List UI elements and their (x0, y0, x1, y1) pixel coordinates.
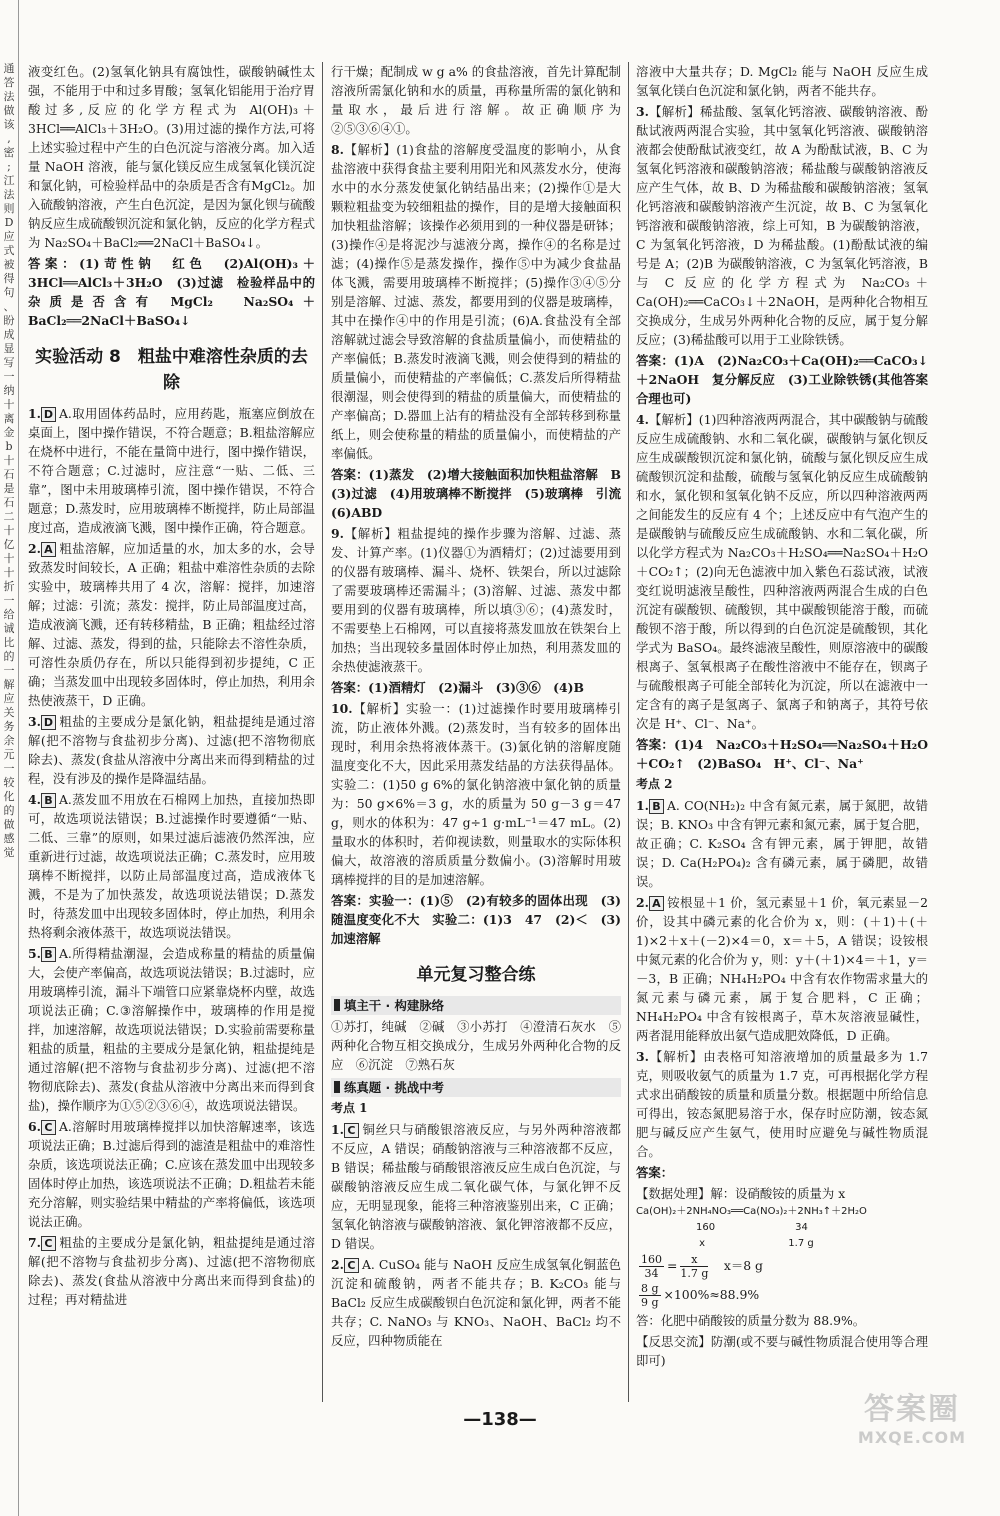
gutter-char: 法 (3, 90, 15, 103)
gutter-char: 做 (3, 104, 15, 117)
section-heading: 单元复习整合练 (416, 965, 536, 985)
numerator: 160 (641, 1253, 662, 1266)
question-number: 3. (636, 104, 649, 119)
gutter-char: 石 (3, 496, 15, 509)
answer-letter-box: A (41, 542, 56, 557)
fraction (639, 1253, 664, 1280)
question-number: 4. (636, 412, 649, 427)
subsection-heading (331, 1078, 621, 1097)
explanation-text: A.溶解时用玻璃棒搅拌以加快溶解速率，该选项说法正确；B.过滤后得到的滤渣是粗盐中的难溶性杂质，该选项说法正确；C.应该在蒸发皿中出现较多固体时停止加热，该选项说法不正确；D.粗盐若未能充分溶解，则实验结果中精盐的产率将偏低，该选项说法正确。 (28, 1119, 315, 1229)
page-number: —138— (463, 1409, 537, 1430)
question-number: 1. (636, 798, 649, 813)
paragraph: 【反思交流】防潮(或不要与碱性物质混合使用等合理即可) (636, 1334, 928, 1368)
question-explanation (28, 404, 315, 537)
gutter-char: 通 (3, 62, 15, 75)
answer-letter-box: D (41, 407, 56, 422)
paragraph: 行干燥；配制成 w g a% 的食盐溶液，首先计算配制溶液所需氯化钠和水的质量，再称量所需的氯化钠和量取水，最后进行溶解。故正确顺序为②⑤③⑥④①。 (331, 64, 621, 136)
question-explanation (331, 1255, 621, 1350)
answer-block: 答案：实验一：(1)⑤ (2)有较多的固体出现 (3)随温度变化不大 实验二：(1)3 47 (2)＜ (3)加速溶解 (331, 893, 621, 946)
gutter-char: 感 (3, 832, 15, 845)
gutter-char: , (7, 132, 11, 145)
heading-bar-icon (334, 1081, 340, 1093)
equals-sign: = (667, 1258, 678, 1273)
column-3 (636, 62, 928, 1397)
gutter-char: 密 (3, 146, 15, 159)
fraction (680, 1253, 708, 1280)
proportion-equation (636, 1253, 928, 1280)
question-explanation (28, 790, 315, 942)
gutter-char: 化 (3, 790, 15, 803)
gutter-char: 应 (3, 230, 15, 243)
question-number: 8. (331, 142, 344, 157)
denominator: 9 g (641, 1296, 659, 1309)
question-number: 6. (28, 1119, 41, 1134)
gutter-char: 折 (3, 580, 15, 593)
subsection-heading (331, 996, 621, 1015)
answer-letter-box: B (649, 799, 664, 814)
gutter-char: 做 (3, 818, 15, 831)
gutter-char: 被 (3, 258, 15, 271)
answer-block: 答案：(1)酒精灯 (2)漏斗 (3)③⑥ (4)B (331, 680, 584, 695)
equation-line: 160 34 (636, 1222, 808, 1233)
paragraph: ①苏打，纯碱 ②碱 ③小苏打 ④澄清石灰水 ⑤两种化合物互相交换成分，生成另外两种化合物的反应 ⑥沉淀 ⑦熟石灰 (331, 1019, 621, 1072)
denominator: 34 (644, 1267, 659, 1280)
gutter-char: 的 (3, 650, 15, 663)
gutter-char: 觉 (3, 846, 15, 859)
gutter-char: 十 (3, 398, 15, 411)
gutter-char: 纳 (3, 384, 15, 397)
numerator: x (680, 1253, 708, 1267)
explanation-text: 铜丝只与硝酸银溶液反应，与另外两种溶液都不反应，A 错误；硝酸钠溶液与三种溶液都不反应，B 错误；稀盐酸与硝酸银溶液反应生成白色沉淀，与碳酸钠溶液反应生成二氧化碳气体，与氯化钾不反应，无明显现象，能将三种溶液鉴别出来，C 正确；氢氧化钠溶液与碳酸钠溶液、氯化钾溶液都不反应，D 错误。 (331, 1122, 621, 1251)
gutter-char: 金 (3, 426, 15, 439)
paragraph: 答：化肥中硝酸铵的质量分数为 88.9%。 (636, 1313, 866, 1328)
gutter-char: 句 (3, 286, 15, 299)
watermark-url: MXQE.COM (857, 1428, 967, 1447)
gutter-char: 较 (3, 776, 15, 789)
explanation-text: A. CO(NH₂)₂ 中含有氮元素，属于氮肥，故错误；B. KNO₃ 中含有钾元素和氮元素，属于复合肥，故正确；C. K₂SO₄ 含有钾元素，属于钾肥，故错误；D. Ca(H₂PO₄)₂ 含有磷元素，属于磷肥，故错误。 (636, 798, 928, 889)
explanation-text: 【解析】(1)四种溶液两两混合，其中碳酸钠与硫酸反应生成硫酸钠、水和二氧化碳，碳酸钠与氯化钡反应生成碳酸钡沉淀和氯化钠，硫酸与氯化钡反应生成硫酸钡沉淀和盐酸，硫酸与氢氧化钠反应生成硫酸钠和水，氯化钡和氢氧化钠不反应，所以四种溶液两两之间能发生的反应有 4 个；上述反应中有气泡产生的是碳酸钠与硫酸反应生成硫酸钠、水和二氧化碳，所以化学方程式为 Na₂CO₃＋H₂SO₄══Na₂SO₄＋H₂O＋CO₂↑；(2)向无色滤液中加入紫色石蕊试液，试液变红说明滤液呈酸性，四种溶液两两混合生成的白色沉淀有碳酸钡、硫酸钡，其中碳酸钡能溶于酸，而硫酸钡不溶于酸，所以得到的白色沉淀是硫酸钡，其化学式为 BaSO₄。最终滤液呈酸性，则原溶液中的碳酸根离子、氢氧根离子在酸性溶液中不能存在，钡离子与硫酸根离子可能全部转化为沉淀，所以在滤液中一定含有的离子是氢离子、氯离子和钠离子，其符号依次是 H⁺、Cl⁻、Na⁺。 (636, 412, 928, 731)
explanation-text: A. CuSO₄ 能与 NaOH 反应生成氢氧化铜蓝色沉淀和硫酸钠，两者不能共存；B. K₂CO₃ 能与 BaCl₂ 反应生成碳酸钡白色沉淀和氯化钾，两者不能共存；C. NaNO₃ 与 KNO₃、NaOH、BaCl₂ 均不反应，四种物质能在 (331, 1257, 621, 1348)
gutter-char: 元 (3, 748, 15, 761)
gutter-char: 、 (3, 300, 15, 313)
question-explanation (331, 1120, 621, 1253)
gutter-char: 得 (3, 272, 15, 285)
gutter-char: 式 (3, 244, 15, 257)
gutter-char: 亿 (3, 538, 15, 551)
watermark-logo (842, 1384, 982, 1447)
explanation-text: 【解析】实验一：(1)过滤操作时要用玻璃棒引流，防止液体外溅。(2)蒸发时，当有较多的固体出现时，利用余热将液体蒸干。(3)氯化钠的溶解度随温度变化不大，因此采用蒸发结晶的方法获得晶体。实验二：(1)50 g 6%的氯化钠溶液中氯化钠的质量为：50 g×6%＝3 g，水的质量为 50 g－3 g＝47 g，则水的体积为：47 g÷1 g·mL⁻¹＝47 mL。(2)量取水的体积时，若仰视读数，则量取水的实际体积偏大，故溶液的溶质质量分数偏小。(3)溶解时用玻璃棒搅拌的目的是加速溶解。 (331, 701, 621, 887)
paragraph: 溶液中大量共存；D. MgCl₂ 能与 NaOH 反应生成氢氧化镁白色沉淀和氯化钠，两者不能共存。 (636, 64, 928, 98)
column-1 (28, 62, 315, 1397)
gutter-char: 成 (3, 328, 15, 341)
question-number: 2. (636, 895, 649, 910)
question-number: 7. (28, 1235, 41, 1250)
explanation-text: 【解析】(1)食盐的溶解度受温度的影响小，从食盐溶液中获得食盐主要利用阳光和风蒸发水分，使海水中的水分蒸发使氯化钠结晶出来；(2)操作①是大颗粒粗盐变为较细粗盐的操作，目的是增大接触面积加快粗盐溶解；该操作必须用到的一种仪器是研钵；(3)操作④是将泥沙与滤液分离，操作④的名称是过滤；(4)操作⑤是蒸发操作，操作⑤中为减少食盐晶体飞溅，需要用玻璃棒不断搅拌；(5)操作③④⑤分别是溶解、过滤、蒸发，都要用到的仪器是玻璃棒，其中在操作④中的作用是引流；(6)A.食盐没有全部溶解就过滤会导致溶解的食盐质量偏小，而使精盐的产率偏低；B.蒸发时液滴飞溅，则会使得到的精盐的质量偏小，而使精盐的产率偏低；C.蒸发后所得精盐很潮湿，则会使得到的精盐的质量偏大，而使精盐的产率偏高；D.器皿上沾有的精盐没有全部转移到称量纸上，则会使称量的精盐的质量偏小，而使精盐的产率偏低。 (331, 142, 621, 461)
gutter-char: 显 (3, 342, 15, 355)
column-2 (331, 62, 634, 1397)
explanation-text: 粗盐溶解，应加适量的水，加太多的水，会导致蒸发时间较长，A 正确；粗盐中难溶性杂质的去除实验中，玻璃棒共用了 4 次，溶解：搅拌，加速溶解；过滤：引流；蒸发：搅拌，防止局部温度过高，造成液滴飞溅，还有转移精盐，B 正确；粗盐经过溶解、过滤、蒸发，得到的盐，只能除去不溶性杂质，可溶性杂质仍存在，所以只能得到初步提纯，C 正确；当蒸发皿中出现较多固体时，停止加热，利用余热使液蒸干，D 正确。 (28, 541, 315, 708)
explanation-text: 铵根显＋1 价，氢元素显＋1 价，氧元素显－2 价，设其中磷元素的化合价为 x，则：(＋1)＋(＋1)×2＋x＋(－2)×4＝0，x＝＋5，A 错误；设铵根中氮元素的化合价为 y，则：y＋(＋1)×4＝＋1，y＝－3，B 正确；NH₄H₂PO₄ 中含有农作物需求量大的氮元素与磷元素，属于复合肥料，C 正确；NH₄H₂PO₄ 中含有铵根离子，草木灰溶液显碱性，两者混用能释放出氨气造成肥效降低，D 正确。 (636, 895, 928, 1043)
answer-block: 答案： (636, 1165, 674, 1180)
answer-letter-box: D (41, 715, 56, 730)
answer-block: 答案：(1)苛性钠 红色 (2)Al(OH)₃＋3HCl══AlCl₃＋3H₂O (3)过滤 检验样品中的杂质是否含有 MgCl₂ Na₂SO₄＋BaCl₂══2NaCl＋BaSO₄↓ (28, 256, 315, 328)
question-explanation (636, 102, 928, 349)
equation-line: x 1.7 g (636, 1238, 814, 1249)
explanation-text: A.取用固体药品时，应用药匙，瓶塞应倒放在桌面上，图中操作错误，不符合题意；B.粗盐溶解应在烧杯中进行，不能在量筒中进行，图中操作错误，不符合题意；C.过滤时，应注意“一贴、二低、三靠”，图中未用玻璃棒引流，图中操作错误，不符合题意；D.蒸发时，应用玻璃棒不断搅拌，防止局部温度过高，造成液滴飞溅，图中操作正确，符合题意。 (28, 406, 315, 535)
explanation-text: 粗盐的主要成分是氯化钠，粗盐提纯是通过溶解(把不溶物与食盐初步分离)、过滤(把不溶物彻底除去)、蒸发(食盐从溶液中分离出来而得到精盐的过程，没有涉及的操作是降温结晶。 (28, 714, 315, 786)
question-number: 5. (28, 946, 41, 961)
question-number: 4. (28, 792, 41, 807)
gutter-char: 给 (3, 608, 15, 621)
answer-block: 答案：(1)A (2)Na₂CO₃＋Ca(OH)₂══CaCO₃↓＋2NaOH 复分解反应 (3)工业除铁锈(其他答案合理也可) (636, 353, 928, 406)
denominator: 1.7 g (680, 1267, 709, 1280)
fraction (639, 1282, 661, 1309)
gutter-char: 盼 (3, 314, 15, 327)
explanation-text: A.所得精盐潮湿，会造成称量的精盐的质量偏大，会使产率偏高，故选项说法错误；B.过滤时，应用玻璃棒引流，漏斗下端管口应紧靠烧杯内壁，故选项说法正确；C.③溶解操作中，玻璃棒的作用是搅拌，加速溶解，故选项说法错误；D.实验前需要称量粗盐的质量，粗盐的主要成分是氯化钠，粗盐提纯是通过溶解(把不溶物与食盐初步分离)、过滤(把不溶物彻底除去)、蒸发(食盐从溶液中分离出来而得到食盐)，操作顺序为①⑤②③⑥④，故选项说法错误。 (28, 946, 315, 1113)
question-explanation (331, 140, 621, 463)
gutter-char: 诚 (3, 622, 15, 635)
gutter-char: 则 (3, 202, 15, 215)
numerator: 8 g (641, 1282, 659, 1295)
gutter-char: ; (7, 160, 11, 173)
explanation-text: 【解析】粗盐提纯的操作步骤为溶解、过滤、蒸发、计算产率。(1)仪器①为酒精灯；(2)过滤要用到的仪器有玻璃棒、漏斗、烧杯、铁架台，所以过滤除了需要玻璃棒还需漏斗；(3)溶解、过滤、蒸发中都要用到的仪器有玻璃棒，所以填③⑥；(4)蒸发时，不需要垫上石棉网，可以直接将蒸发皿放在铁架台上加热；当出现较多量固体时停止加热，利用蒸发皿的余热使滤液蒸干。 (331, 526, 621, 674)
question-explanation (28, 539, 315, 710)
gutter-char: 二 (3, 510, 15, 523)
column-divider (628, 62, 629, 1402)
answer-letter-box: A (649, 896, 664, 911)
heading-bar-icon (334, 999, 340, 1011)
question-number: 1. (28, 406, 41, 421)
binding-gutter (0, 0, 19, 1516)
question-explanation (28, 712, 315, 788)
gutter-char: b (5, 440, 13, 453)
answer-letter-box: B (41, 793, 56, 808)
gutter-char: 十 (3, 524, 15, 537)
gutter-char: 一 (3, 370, 15, 383)
gutter-char: 离 (3, 412, 15, 425)
gutter-char: 该 (3, 118, 15, 131)
answer-block: 答案：(1)4 Na₂CO₃＋H₂SO₄══Na₂SO₄＋H₂O＋CO₂↑ (2)BaSO₄ H⁺、Cl⁻、Na⁺ (636, 737, 928, 771)
result-text: ×100%≈88.9% (663, 1287, 760, 1302)
gutter-char: 务 (3, 720, 15, 733)
subsection-label: 练真题 · 挑战中考 (344, 1080, 445, 1095)
explanation-text: 粗盐的主要成分是氯化钠，粗盐提纯是通过溶解(把不溶物与食盐初步分离)、过滤(把不溶物彻底除去)、蒸发(食盐从溶液中分离出来而得到食盐)的过程；再对精盐进 (28, 1235, 315, 1307)
gutter-char: 比 (3, 636, 15, 649)
question-explanation (28, 1117, 315, 1231)
gutter-char: 十 (3, 454, 15, 467)
question-explanation (636, 796, 928, 891)
question-explanation (331, 524, 621, 676)
gutter-char: 关 (3, 706, 15, 719)
question-number: 2. (28, 541, 41, 556)
equation-line: Ca(OH)₂＋2NH₄NO₃══Ca(NO₃)₂＋2NH₃↑＋2H₂O (636, 1206, 867, 1217)
gutter-char: 石 (3, 468, 15, 481)
gutter-char: 江 (3, 174, 15, 187)
answer-letter-box: C (344, 1258, 359, 1273)
column-divider (322, 62, 323, 1402)
gutter-char: 余 (3, 734, 15, 747)
question-number: 1. (331, 1122, 344, 1137)
result-text: x＝8 g (711, 1258, 763, 1273)
paragraph: 液变红色。(2)氢氧化钠具有腐蚀性，碳酸钠碱性太强，不能用于中和过多胃酸；氢氧化铝能用于治疗胃酸过多,反应的化学方程式为 Al(OH)₃＋3HCl══AlCl₃＋3H₂O。(3)用过滤的操作方法,可将上述实验过程中产生的白色沉淀与溶液分离。加入适量 NaOH 溶液，能与氯化镁反应生成氢氧化镁沉淀和氯化钠，可检验样品中的杂质是否含有MgCl₂。加入硫酸钠溶液，产生白色沉淀，是因为氯化钡与硫酸钠反应生成硫酸钡沉淀和氯化钠，反应的化学方程式为 Na₂SO₄＋BaCl₂══2NaCl＋BaSO₄↓。 (28, 64, 315, 250)
gutter-char: 一 (3, 594, 15, 607)
topic-label: 考点 1 (331, 1101, 368, 1115)
paragraph: 【数据处理】解：设硝酸铵的质量为 x (636, 1186, 846, 1201)
question-explanation (636, 410, 928, 733)
answer-letter-box: C (41, 1120, 56, 1135)
percentage-equation (636, 1282, 928, 1309)
question-explanation (636, 893, 928, 1045)
question-number: 9. (331, 526, 344, 541)
answer-block: 答案：(1)蒸发 (2)增大接触面积加快粗盐溶解 B (3)过滤 (4)用玻璃棒不断搅拌 (5)玻璃棒 引流 (6)ABD (331, 467, 634, 520)
gutter-char: 的 (3, 804, 15, 817)
gutter-char: 答 (3, 76, 15, 89)
question-number: 10. (331, 701, 353, 716)
gutter-char: 写 (3, 356, 15, 369)
question-number: 3. (28, 714, 41, 729)
explanation-text: 【解析】由表格可知溶液增加的质量最多为 1.7 克，则吸收氨气的质量为 1.7 克，可再根据化学方程式求出硝酸铵的质量和质量分数。根据题中所给信息可得出，铵态氮肥易溶于水，保存时应防潮，铵态氮肥与碱反应产生氨气，使用时应避免与碱性物质混合。 (636, 1049, 928, 1159)
explanation-text: A.蒸发皿不用放在石棉网上加热，直接加热即可，故选项说法错误；B.过滤操作时要遵循“一贴、二低、三靠”的原则，如果过滤后滤液仍然浑浊，应重新进行过滤，故选项说法正确；C.蒸发时，应用玻璃棒不断搅拌，以防止局部温度过高，造成液体飞溅，不是为了加快蒸发，故选项说法错误；D.蒸发时，待蒸发皿中出现较多固体时，停止加热，利用余热将剩余液体蒸干，故选项说法错误。 (28, 792, 315, 940)
gutter-char: 十 (3, 552, 15, 565)
gutter-char: 一 (3, 762, 15, 775)
topic-label: 考点 2 (636, 777, 673, 791)
subsection-label: 填主干 · 构建脉络 (344, 998, 445, 1013)
answer-letter-box: C (41, 1236, 56, 1251)
gutter-char: 是 (3, 482, 15, 495)
gutter-char: 一 (3, 664, 15, 677)
question-explanation (28, 1233, 315, 1309)
question-number: 3. (636, 1049, 649, 1064)
question-number: 2. (331, 1257, 344, 1272)
section-heading: 实验活动 8 粗盐中难溶性杂质的去除 (35, 347, 308, 393)
answer-letter-box: B (41, 947, 56, 962)
explanation-text: 【解析】稀盐酸、氢氧化钙溶液、碳酸钠溶液、酚酞试液两两混合实验，其中氢氧化钙溶液、碳酸钠溶液都会使酚酞试液变红，故 A 为酚酞试液，B、C 为氢氧化钙溶液和碳酸钠溶液；稀盐酸与碳酸钠溶液反应产生气体，故 B、D 为稀盐酸和碳酸钠溶液；氢氧化钙溶液和碳酸钠溶液产生沉淀，故 B、C 为氢氧化钙溶液和碳酸钠溶液，综上可知，B 为碳酸钠溶液，C 为氢氧化钙溶液，D 为稀盐酸。(1)酚酞试液的编号是 A；(2)B 为碳酸钠溶液，C 为氢氧化钙溶液，B 与 C 反应的化学方程式为 Na₂CO₃＋Ca(OH)₂══CaCO₃↓＋2NaOH，是两种化合物相互交换成分，生成另外两种化合物的反应，属于复分解反应；(3)稀盐酸可以用于工业除铁锈。 (636, 104, 928, 347)
gutter-char: D (4, 216, 14, 229)
gutter-char: 十 (3, 566, 15, 579)
gutter-char: 解 (3, 678, 15, 691)
answer-letter-box: C (344, 1123, 359, 1138)
gutter-char: 法 (3, 188, 15, 201)
question-explanation (28, 944, 315, 1115)
question-explanation (636, 1047, 928, 1161)
watermark-text: 答案圈 (864, 1392, 960, 1427)
gutter-char: 应 (3, 692, 15, 705)
question-explanation (331, 699, 621, 889)
